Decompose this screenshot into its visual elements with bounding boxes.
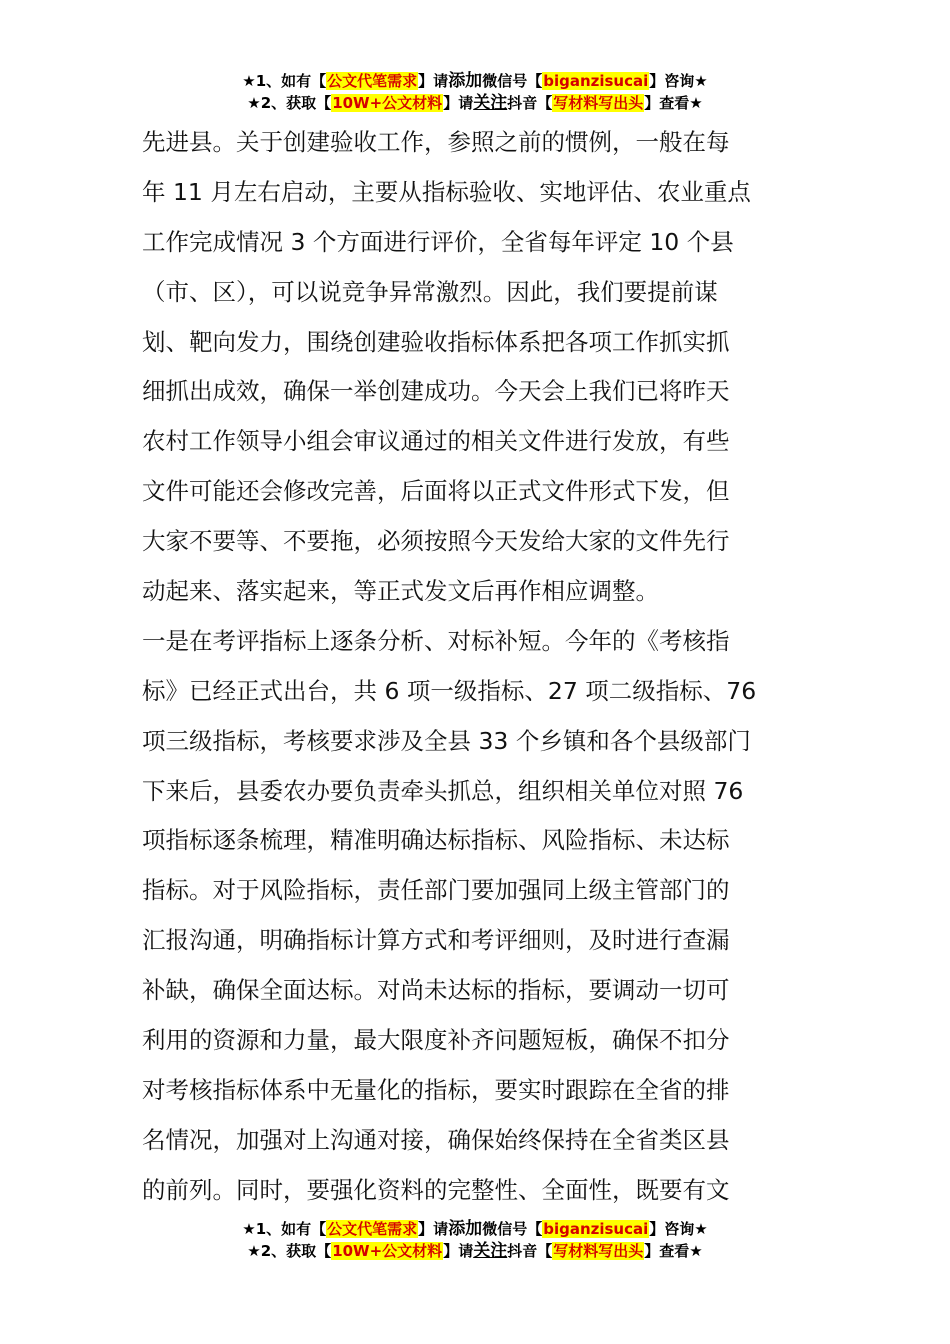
body-line: 项三级指标，考核要求涉及全县 33 个乡镇和各个县级部门 bbox=[142, 726, 751, 755]
banner-text: 微信号【 bbox=[482, 72, 543, 90]
header-banner bbox=[0, 70, 950, 114]
banner-highlight-materials: 10W+公文材料 bbox=[332, 94, 443, 112]
banner-text: ★2、获取【 bbox=[247, 1242, 332, 1260]
banner-text: 微信号【 bbox=[482, 1220, 543, 1238]
body-line: 先进县。关于创建验收工作，参照之前的惯例，一般在每 bbox=[142, 128, 730, 156]
banner-text: 】请 bbox=[443, 1242, 474, 1260]
banner-text: 抖音【 bbox=[507, 1242, 553, 1260]
banner-emphasis: 关注 bbox=[473, 93, 508, 113]
banner-emphasis: 添加 bbox=[448, 1219, 483, 1239]
body-line: 对考核指标体系中无量化的指标，要实时跟踪在全省的排 bbox=[142, 1075, 730, 1104]
banner-text: 】查看★ bbox=[644, 1242, 703, 1260]
body-line: 汇报沟通，明确指标计算方式和考评细则，及时进行查漏 bbox=[142, 926, 730, 955]
body-line: 项指标逐条梳理，精准明确达标指标、风险指标、未达标 bbox=[142, 826, 730, 855]
banner-text: 】请 bbox=[443, 94, 474, 112]
banner-text: 】查看★ bbox=[644, 94, 703, 112]
body-line: 文件可能还会修改完善，后面将以正式文件形式下发，但 bbox=[142, 477, 730, 506]
header-banner-line-2 bbox=[0, 92, 950, 114]
banner-text: 】请 bbox=[418, 72, 449, 90]
banner-text: 】咨询★ bbox=[649, 72, 708, 90]
body-line: 补缺，确保全面达标。对尚未达标的指标，要调动一切可 bbox=[142, 976, 730, 1005]
footer-banner-line-2 bbox=[0, 1240, 950, 1262]
banner-emphasis: 关注 bbox=[473, 1241, 508, 1261]
banner-emphasis: 添加 bbox=[448, 71, 483, 91]
body-line: 年 11 月左右启动，主要从指标验收、实地评估、农业重点 bbox=[142, 177, 751, 206]
document-body bbox=[142, 118, 814, 1216]
banner-text: 】咨询★ bbox=[649, 1220, 708, 1238]
banner-highlight-materials: 10W+公文材料 bbox=[332, 1242, 443, 1260]
banner-text: ★2、获取【 bbox=[247, 94, 332, 112]
body-line: 大家不要等、不要拖，必须按照今天发给大家的文件先行 bbox=[142, 527, 730, 556]
body-line: 一是在考评指标上逐条分析、对标补短。今年的《考核指 bbox=[142, 626, 730, 655]
banner-highlight-douyin-account: 写材料写出头 bbox=[553, 1242, 644, 1260]
banner-text: ★1、如有【 bbox=[242, 72, 327, 90]
footer-banner bbox=[0, 1218, 950, 1262]
banner-text: 】请 bbox=[418, 1220, 449, 1238]
banner-text: 抖音【 bbox=[507, 94, 553, 112]
footer-banner-line-1 bbox=[0, 1218, 950, 1240]
banner-highlight-douyin-account: 写材料写出头 bbox=[553, 94, 644, 112]
body-line: 细抓出成效，确保一举创建成功。今天会上我们已将昨天 bbox=[142, 377, 730, 406]
body-line: （市、区），可以说竞争异常激烈。因此，我们要提前谋 bbox=[142, 277, 718, 306]
body-line: 利用的资源和力量，最大限度补齐问题短板，确保不扣分 bbox=[142, 1026, 730, 1055]
body-line: 划、靶向发力，围绕创建验收指标体系把各项工作抓实抓 bbox=[142, 327, 730, 356]
body-line: 下来后，县委农办要负责牵头抓总，组织相关单位对照 76 bbox=[142, 776, 744, 805]
body-line: 农村工作领导小组会审议通过的相关文件进行发放，有些 bbox=[142, 427, 730, 456]
body-line: 标》已经正式出台，共 6 项一级指标、27 项二级指标、76 bbox=[142, 676, 757, 705]
body-line: 工作完成情况 3 个方面进行评价，全省每年评定 10 个县 bbox=[142, 227, 734, 256]
body-line: 动起来、落实起来，等正式发文后再作相应调整。 bbox=[142, 577, 659, 606]
body-line: 名情况，加强对上沟通对接，确保始终保持在全省类区县 bbox=[142, 1125, 730, 1154]
banner-text: ★1、如有【 bbox=[242, 1220, 327, 1238]
body-line: 指标。对于风险指标，责任部门要加强同上级主管部门的 bbox=[142, 876, 730, 905]
body-line: 的前列。同时，要强化资料的完整性、全面性，既要有文 bbox=[142, 1175, 730, 1204]
banner-highlight-service: 公文代笔需求 bbox=[327, 1220, 418, 1238]
banner-highlight-wechat-id: biganzisucai bbox=[543, 1220, 649, 1238]
header-banner-line-1 bbox=[0, 70, 950, 92]
banner-highlight-wechat-id: biganzisucai bbox=[543, 72, 649, 90]
banner-highlight-service: 公文代笔需求 bbox=[327, 72, 418, 90]
